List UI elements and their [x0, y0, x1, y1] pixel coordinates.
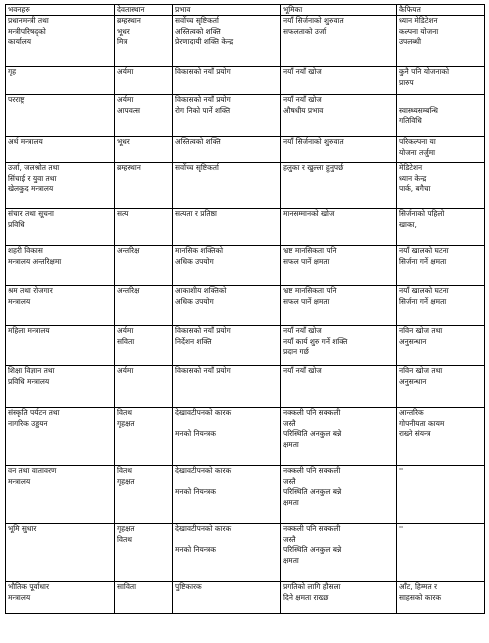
- table-row: [6, 163, 485, 209]
- header-row: [6, 5, 485, 16]
- table-cell: आँट, हिम्मत र साहसको कारक: [397, 582, 485, 614]
- header-cell: देवतास्थान: [115, 5, 173, 16]
- table-cell: नयाँ नयाँ खोज नयाँ कार्य शुरु गर्ने शक्ति प्रदान गर्छ: [281, 326, 397, 366]
- table-cell: गृहक्षत वितथ: [115, 524, 173, 582]
- table-cell: पुष्टिकारक: [173, 582, 281, 614]
- table-cell: श्रम तथा रोजगार मन्त्रालय: [6, 286, 115, 326]
- header-cell: भवनहरु: [6, 5, 115, 16]
- table-cell: स्वास्थ्यसम्बन्धि गतिविधि: [397, 95, 485, 137]
- table-cell: अस्तित्वको शक्ति: [173, 137, 281, 163]
- table-cell: शहरी विकास मन्त्रालय अन्तरिक्षमा: [6, 246, 115, 286]
- table-cell: विकासको नयाँ प्रयोग: [173, 67, 281, 95]
- table-cell: भ्रष्ट मानसिकता पनि सफल पार्ने क्षमता: [281, 286, 397, 326]
- table-cell: अर्यमा आपवत्स: [115, 95, 173, 137]
- table-row: [6, 408, 485, 466]
- table-cell: नक्कली पनि सक्कली जस्तै परिस्थिति अनकुल बन्ने क्षमता: [281, 466, 397, 524]
- table-cell: शिक्षा विज्ञान तथा प्रविधि मन्त्रालय: [6, 366, 115, 408]
- table-cell: सिर्जनाको पहिलो खाका,: [397, 209, 485, 246]
- table-row: [6, 524, 485, 582]
- table-cell: नयाँ नयाँ खोज: [281, 366, 397, 408]
- table-row: [6, 466, 485, 524]
- table-row: [6, 209, 485, 246]
- table-cell: देखावटीपनको कारक मनको नियन्त्रक: [173, 524, 281, 582]
- table-cell: सत्यता र प्रतिष्ठा: [173, 209, 281, 246]
- table-cell: भूधर: [115, 137, 173, 163]
- table-cell: ब्रम्हस्थान: [115, 163, 173, 209]
- table-cell: देखावटीपनको कारक मनको नियन्त्रक: [173, 408, 281, 466]
- table-cell: वितथ गृहक्षत: [115, 466, 173, 524]
- table-cell: हलुका र खुल्ला हुनुपर्छ: [281, 163, 397, 209]
- table-cell: नक्कली पनि सक्कली जस्तै परिस्थिति अनकुल बन्ने क्षमता: [281, 524, 397, 582]
- table-cell: नविन खोज तथा अनुसन्धान: [397, 326, 485, 366]
- header-cell: कैफियत: [397, 5, 485, 16]
- table-cell: मानसिक शक्तिको अधिक उपयोग: [173, 246, 281, 286]
- table-row: [6, 582, 485, 614]
- table-cell: संस्कृति पर्यटन तथा नागरिक उड्डयन: [6, 408, 115, 466]
- table-cell: अर्यमा सविता: [115, 326, 173, 366]
- table-cell: प्रधानमन्त्री तथा मन्त्रीपरिषद्को कार्यालय: [6, 16, 115, 67]
- table-row: [6, 246, 485, 286]
- table-cell: कुनै पनि योजनाको प्रारुप: [397, 67, 485, 95]
- table-cell: नविन खोज तथा अनुसन्धान: [397, 366, 485, 408]
- table-cell: नक्कली पनि सक्कली जस्तै परिस्थिति अनकुल बन्ने क्षमता: [281, 408, 397, 466]
- table-cell: ब्रम्हस्थान भूधर मित्र: [115, 16, 173, 67]
- table-cell: मेडिटेशन ध्यान केन्द्र पार्क, बगैचा: [397, 163, 485, 209]
- table-cell: नयाँ नयाँ खोज: [281, 67, 397, 95]
- table-cell: देखावटीपनको कारक मनको नियन्त्रक: [173, 466, 281, 524]
- table-cell: आकाशीय शक्तिको अधिक उपयोग: [173, 286, 281, 326]
- table-cell: नयाँ नयाँ खोज औषधीय प्रभाव: [281, 95, 397, 137]
- header-cell: भूमिका: [281, 5, 397, 16]
- table-row: [6, 67, 485, 95]
- table-cell: परराष्ट्र: [6, 95, 115, 137]
- ministries-table: [5, 4, 485, 614]
- table-cell: उर्जा, जलश्रोत तथा सिंचाई र युवा तथा खेलकुद मन्त्रालय: [6, 163, 115, 209]
- table-cell: अर्थ मन्त्रालय: [6, 137, 115, 163]
- table-cell: साविता: [115, 582, 173, 614]
- table-cell: विकासको नयाँ प्रयोग निर्देशन शक्ति: [173, 326, 281, 366]
- table-cell: वन तथा वातावरण मन्त्रालय: [6, 466, 115, 524]
- table-row: [6, 286, 485, 326]
- table-cell: भ्रष्ट मानसिकता पनि सफल पार्ने क्षमता: [281, 246, 397, 286]
- table-cell: नयाँ खालको घटना सिर्जना गर्ने क्षमता: [397, 246, 485, 286]
- table-row: [6, 366, 485, 408]
- table-cell: सर्वोच्च सृष्टिकर्ता: [173, 163, 281, 209]
- table-cell: अर्यमा: [115, 67, 173, 95]
- table-cell: नयाँ सिर्जनाको शुरुवात: [281, 137, 397, 163]
- table-cell: भूमि सुधार: [6, 524, 115, 582]
- table-cell: अन्तरिक्ष: [115, 246, 173, 286]
- table-cell: ध्यान मेडिटेशन कल्पना योजना उपलब्धी: [397, 16, 485, 67]
- table-cell: महिला मन्त्रालय: [6, 326, 115, 366]
- table-cell: '': [397, 524, 485, 582]
- table-row: [6, 137, 485, 163]
- table-cell: गृह: [6, 67, 115, 95]
- table-cell: आन्तरिक गोपनीयता कायम राख्ने संयन्त्र: [397, 408, 485, 466]
- table-cell: विकासको नयाँ प्रयोग रोग निको पार्ने शक्ति: [173, 95, 281, 137]
- table-cell: भौतिक पूर्वाधार मन्त्रालय: [6, 582, 115, 614]
- table-cell: नयाँ सिर्जनाको शुरुवात सफलताको उर्जा: [281, 16, 397, 67]
- table-cell: वितथ गृहक्षत: [115, 408, 173, 466]
- table-cell: '': [397, 466, 485, 524]
- table-cell: अन्तरिक्ष: [115, 286, 173, 326]
- table-row: [6, 95, 485, 137]
- table-cell: प्रगतिको लागि हौसला दिने क्षमता राख्छ: [281, 582, 397, 614]
- table-cell: नयाँ खालको घटना सिर्जना गर्ने क्षमता: [397, 286, 485, 326]
- table-cell: विकासको नयाँ प्रयोग: [173, 366, 281, 408]
- table-cell: सर्वोच्च सृष्टिकर्ता अस्तित्वको शक्ति प्रेरणादायी शक्ति केन्द्र: [173, 16, 281, 67]
- table-cell: सत्य: [115, 209, 173, 246]
- table-cell: संचार तथा सूचना प्रविधि: [6, 209, 115, 246]
- table-row: [6, 16, 485, 67]
- header-cell: प्रभाव: [173, 5, 281, 16]
- table-cell: अर्यमा: [115, 366, 173, 408]
- table-cell: परिकल्पना या योजना तर्जुमा: [397, 137, 485, 163]
- table-row: [6, 326, 485, 366]
- table-body: [6, 16, 485, 614]
- table-cell: मानसम्मानको खोज: [281, 209, 397, 246]
